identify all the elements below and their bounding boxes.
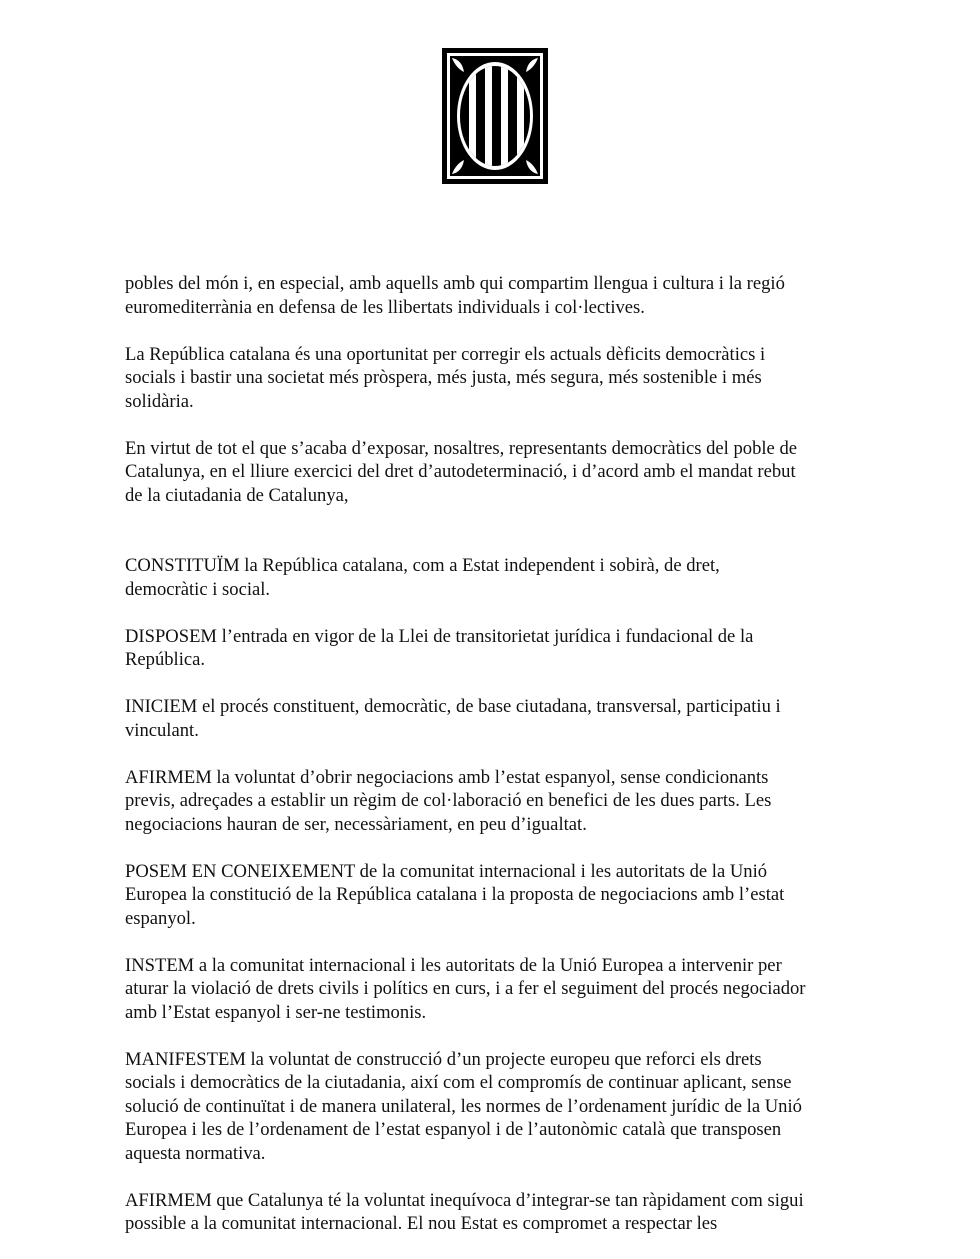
paragraph-line: solució de continuïtat i de manera unilateral, les normes de l’ordenament jurídic de la Unió [125,1095,802,1117]
paragraph-line: DISPOSEM l’entrada en vigor de la Llei de transitorietat jurídica i fundacional de la [125,625,754,647]
paragraph [125,272,870,319]
declaration-text [125,272,870,1259]
paragraph-line: solidària. [125,390,194,412]
paragraph-line: democràtic i social. [125,578,271,600]
paragraph [125,554,870,601]
paragraph [125,695,870,742]
paragraph-line: La República catalana és una oportunitat per corregir els actuals dèficits democràtics i [125,343,766,365]
paragraph-line: amb l’Estat espanyol i ser-ne testimonis. [125,1001,427,1023]
paragraph-line: socials i bastir una societat més pròspera, més justa, més segura, més sostenible i més [125,367,762,388]
paragraph [125,860,870,931]
paragraph [125,625,870,672]
paragraph-line: AFIRMEM la voluntat d’obrir negociacions amb l’estat espanyol, sense condicionants [125,766,769,788]
catalan-government-emblem [440,46,550,186]
paragraph-line: negociacions hauran de ser, necessàriament, en peu d’igualtat. [125,813,587,835]
paragraph [125,954,870,1025]
paragraph-line: aturar la violació de drets civils i polítics en curs, i a fer el seguiment del procés negociador [125,978,806,999]
paragraph-line: possible a la comunitat internacional. El nou Estat es compromet a respectar les [125,1213,718,1234]
paragraph-line: MANIFESTEM la voluntat de construcció d’un projecte europeu que reforci els drets [125,1048,762,1070]
paragraph-line: aquesta normativa. [125,1142,266,1164]
paragraph-line: de la ciutadania de Catalunya, [125,484,349,506]
paragraph-line: INICIEM el procés constituent, democràtic, de base ciutadana, transversal, participatiu i [125,696,781,717]
paragraph [125,437,870,508]
paragraph-line: euromediterrània en defensa de les llibertats individuals i col·lectives. [125,296,645,318]
paragraph-line: Europea i les de l’ordenament de l’estat espanyol i de l’autonòmic català que transposen [125,1119,782,1140]
paragraph-line: socials i democràtics de la ciutadania, així com el compromís de continuar aplicant, sense [125,1072,792,1093]
paragraph [125,766,870,837]
paragraph-line: vinculant. [125,719,199,741]
paragraph [125,1189,870,1236]
paragraph-line: Europea la constitució de la República catalana i la proposta de negociacions amb l’estat [125,884,785,905]
paragraph-line: POSEM EN CONEIXEMENT de la comunitat internacional i les autoritats de la Unió [125,860,768,882]
paragraph-line: INSTEM a la comunitat internacional i les autoritats de la Unió Europea a intervenir per [125,954,782,976]
paragraph [125,343,870,414]
paragraph-line: previs, adreçades a establir un règim de col·laboració en benefici de les dues parts. Les [125,790,772,811]
paragraph-line: AFIRMEM que Catalunya té la voluntat inequívoca d’integrar-se tan ràpidament com sigui [125,1189,804,1211]
paragraph-line: espanyol. [125,907,196,929]
paragraph-line: CONSTITUÏM la República catalana, com a Estat independent i sobirà, de dret, [125,555,720,576]
paragraph-line: Catalunya, en el lliure exercici del dret d’autodeterminació, i d’acord amb el mandat rebut [125,461,796,482]
paragraph-line: En virtut de tot el que s’acaba d’exposar, nosaltres, representants democràtics del poble de [125,437,797,459]
paragraph-line: pobles del món i, en especial, amb aquells amb qui compartim llengua i cultura i la regió [125,273,785,294]
paragraph [125,1048,870,1166]
paragraph-line: República. [125,649,206,670]
